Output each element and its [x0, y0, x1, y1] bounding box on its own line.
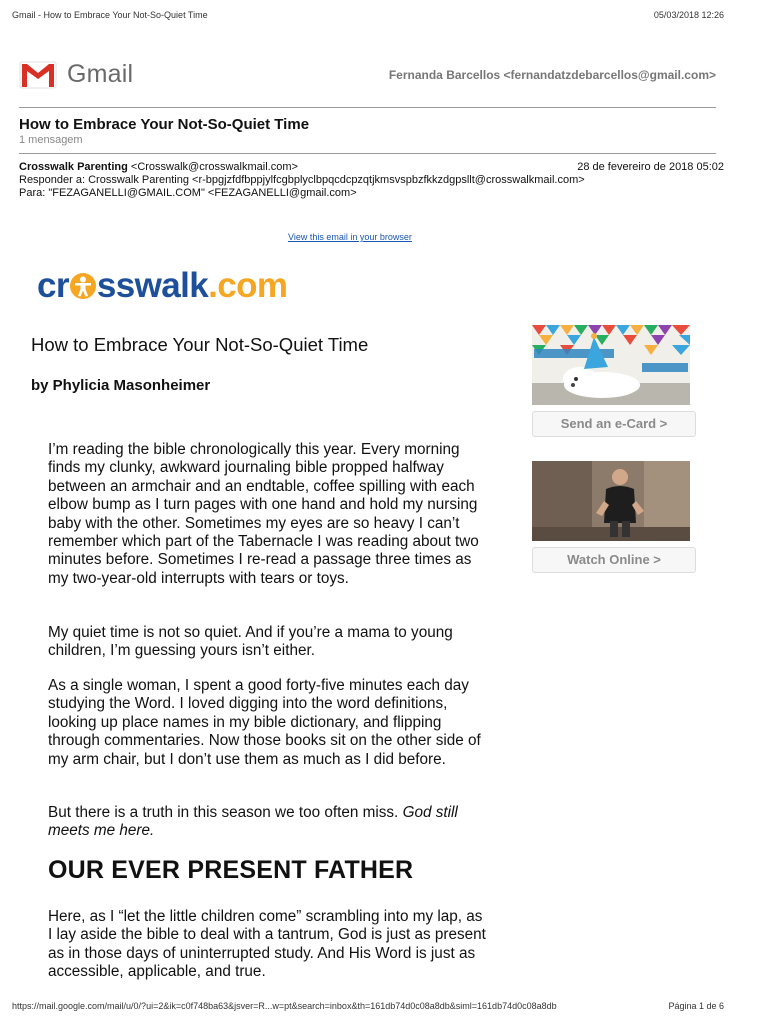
article-byline: by Phylicia Masonheimer [31, 377, 211, 394]
gmail-wordmark: Gmail [67, 60, 134, 88]
message-count: 1 mensagem [19, 134, 83, 146]
reply-to: Responder a: Crosswalk Parenting <r-bpgjzfdfbppjylfcgbplyclbpqcdcpzqtjkmsvspbzfkkzdgpsllt@crosswalkmail.com> [19, 174, 585, 186]
watch-online-button[interactable]: Watch Online > [532, 547, 696, 573]
print-page-title: Gmail - How to Embrace Your Not-So-Quiet Time [12, 10, 208, 20]
send-ecard-button[interactable]: Send an e-Card > [532, 411, 696, 437]
truth-emphasis: God still meets me here. [48, 804, 458, 840]
sender-email: <Crosswalk@crosswalkmail.com> [130, 161, 298, 173]
header-divider [19, 107, 716, 108]
logo-text-start: cr [37, 266, 69, 305]
sender-name: Crosswalk Parenting [19, 161, 128, 173]
gmail-logo[interactable] [19, 60, 149, 92]
paragraph-2: My quiet time is not so quiet. And if you’re a mama to young children, I’m guessing yours isn’t either. [48, 624, 453, 660]
account-name: Fernanda Barcellos <fernandatzdebarcellos@gmail.com> [388, 68, 716, 82]
thread-subject: How to Embrace Your Not-So-Quiet Time [19, 116, 310, 133]
article-title: How to Embrace Your Not-So-Quiet Time [31, 334, 369, 355]
footer-url: https://mail.google.com/mail/u/0/?ui=2&ik=c0f748ba63&jsver=R...w=pt&search=inbox&th=161db74d0c08a8db&siml=161db74d0c08a8db [12, 1001, 557, 1011]
print-date: 05/03/2018 12:26 [653, 10, 724, 20]
recipient: Para: "FEZAGANELLI@GMAIL.COM" <FEZAGANELLI@gmail.com> [19, 187, 357, 199]
gmail-envelope-icon [19, 61, 57, 89]
subject-divider [19, 153, 716, 154]
paragraph-5: Here, as I “let the little children come” scrambling into my lap, as I lay aside the bible to deal with a tantrum, God is just as present as in those days of uninterrupted study. And His Word is just as accessible, applicable, and true. [48, 908, 486, 981]
person-icon [70, 273, 96, 299]
message-date: 28 de fevereiro de 2018 05:02 [577, 161, 724, 173]
crosswalk-logo[interactable] [37, 264, 307, 308]
video-thumbnail[interactable] [532, 461, 690, 541]
logo-text-end: sswalk [96, 266, 209, 305]
print-header [12, 10, 724, 24]
paragraph-3: As a single woman, I spent a good forty-five minutes each day studying the Word. I loved digging into the word definitions, looking up place names in my bible dictionary, and flipping through commentaries. Now those books sit on the other side of my arm chair, but I don’t use them as much as I did before. [48, 677, 481, 768]
paragraph-4 [48, 804, 488, 841]
section-heading: OUR EVER PRESENT FATHER [48, 856, 414, 884]
truth-text: But there is a truth in this season we too often miss. [48, 804, 403, 821]
paragraph-1: I’m reading the bible chronologically this year. Every morning finds my clunky, awkward journaling bible propped halfway between an armchair and an endtable, coffee spilling with each elbow bump as I turn pages with one hand and hold my nursing baby with the other. Sometimes my eyes are so heavy I can’t remember which part of the Tabernacle I was reading about two minutes before. Sometimes I re-read a passage three times as my two-year-old interrupts with tears or toys. [48, 441, 479, 587]
logo-domain: .com [208, 266, 288, 305]
footer-page-number: Página 1 de 6 [668, 1001, 724, 1011]
ecard-image[interactable] [532, 325, 690, 405]
view-in-browser-link[interactable]: View this email in your browser [288, 232, 412, 242]
